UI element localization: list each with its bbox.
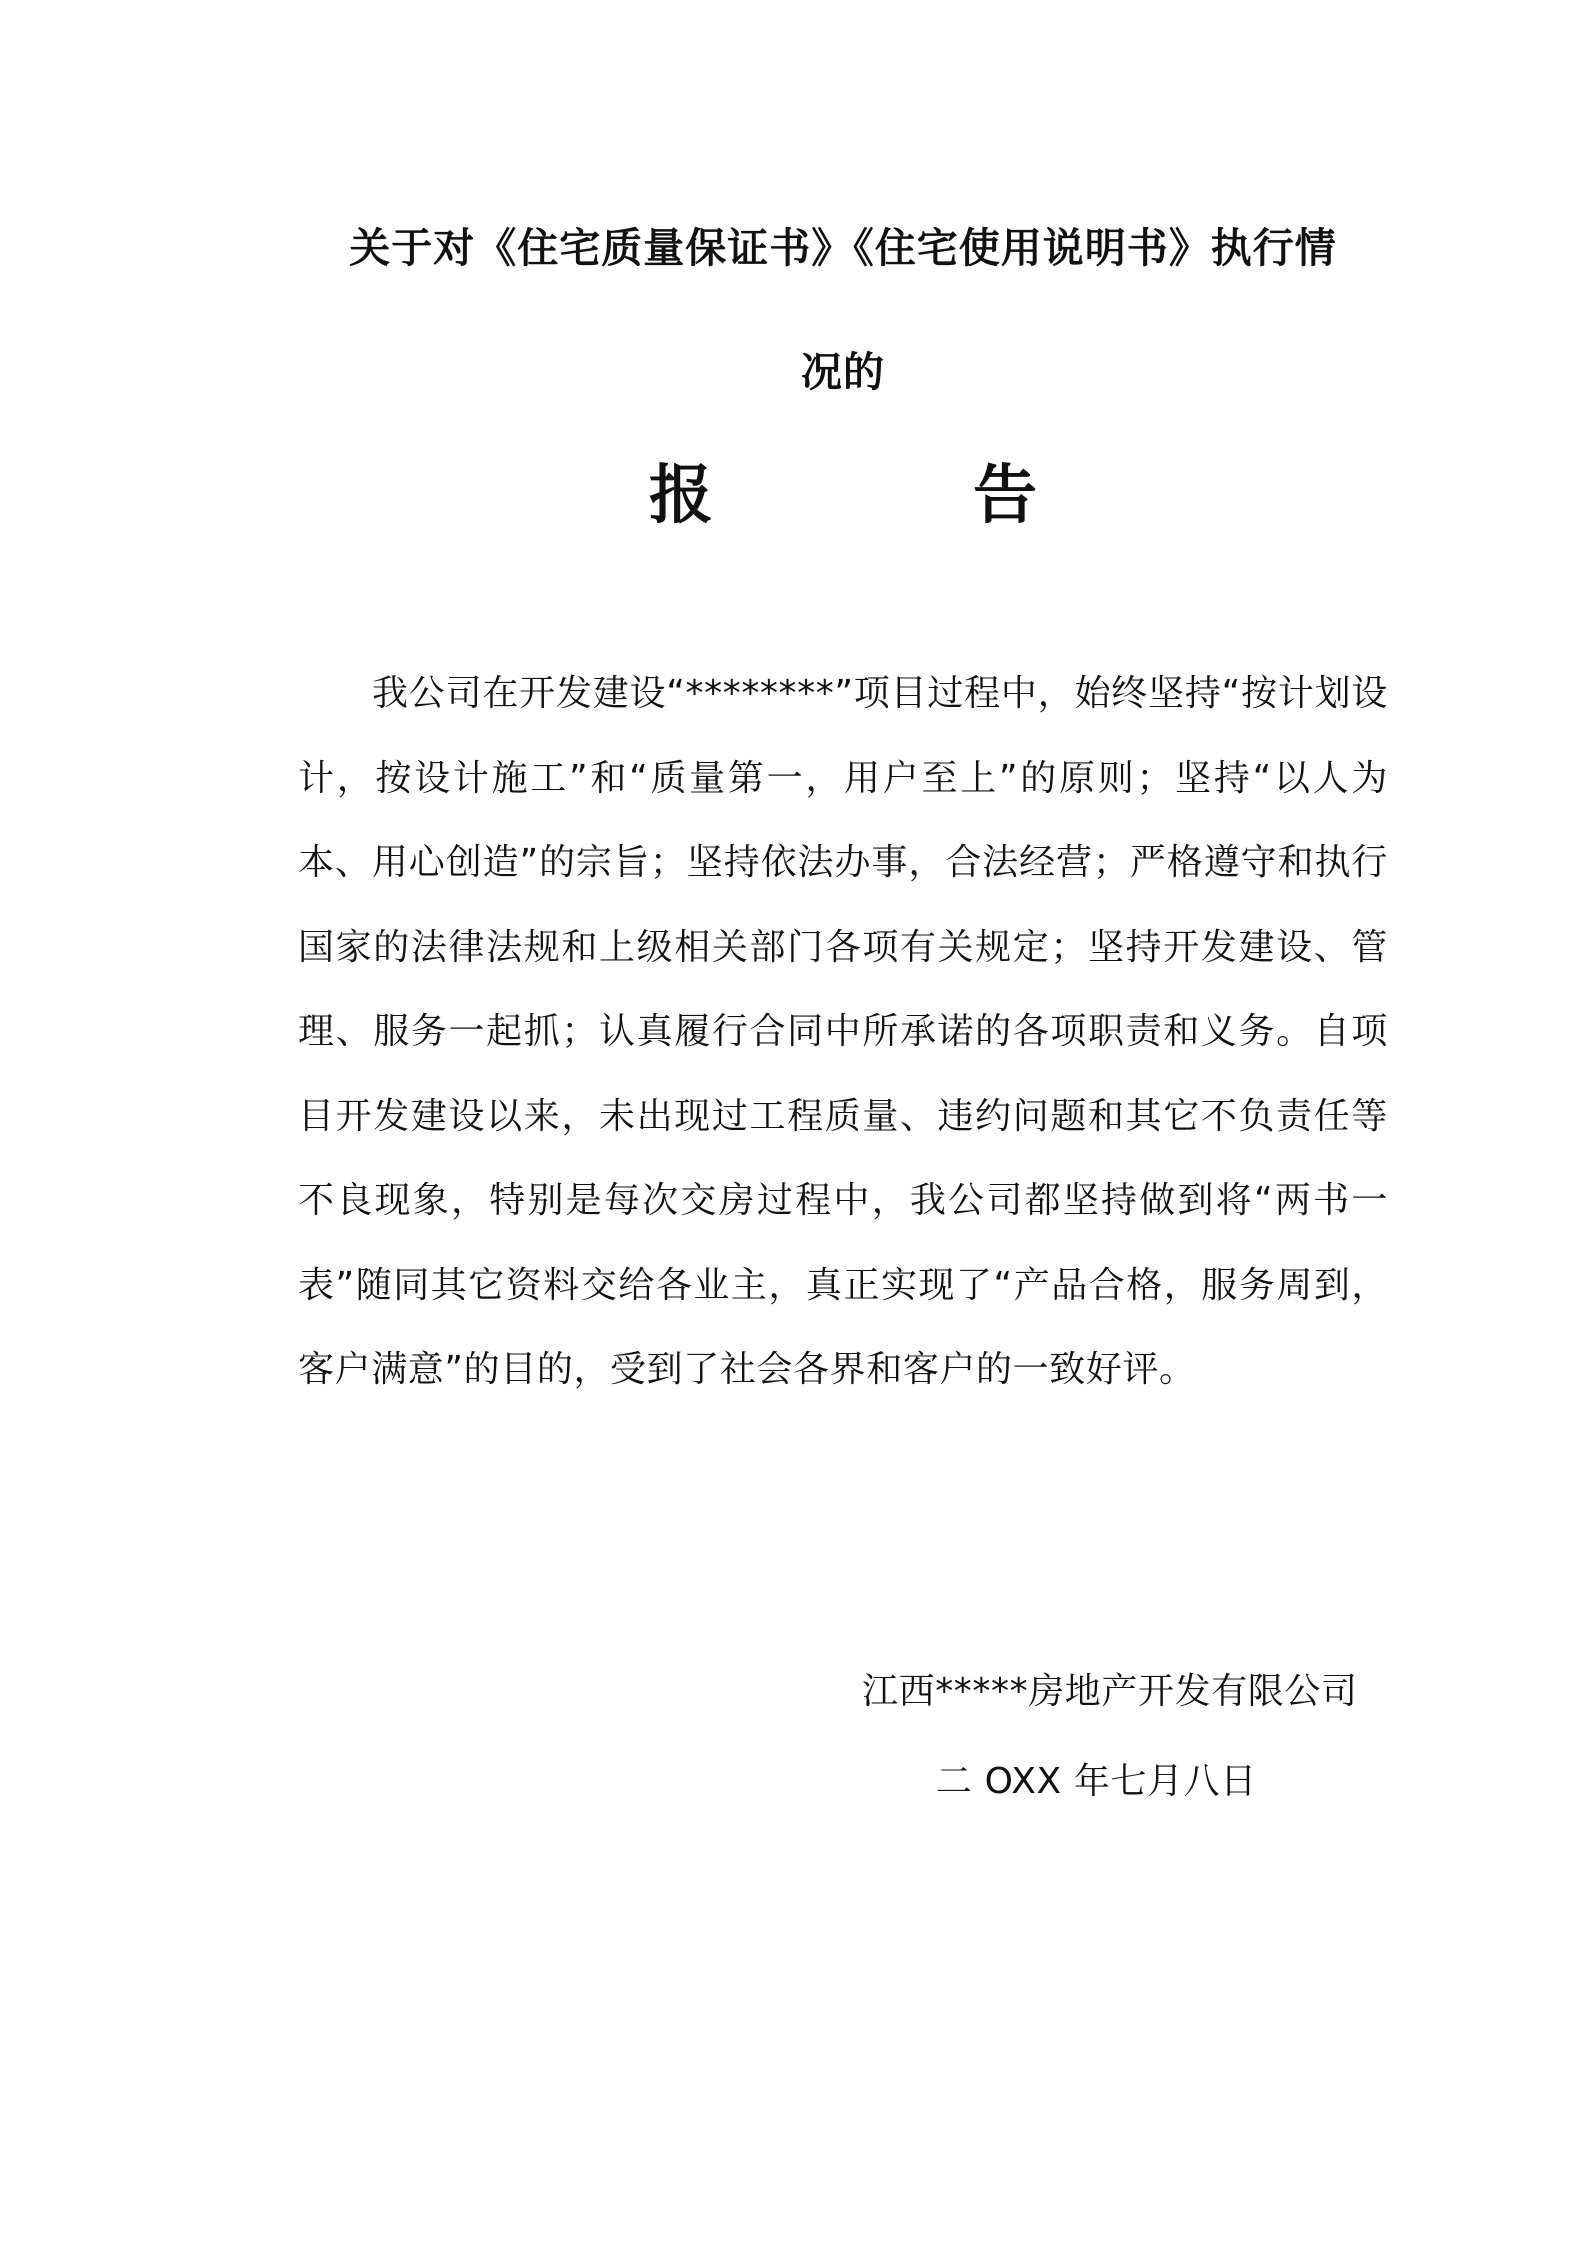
- body-paragraph: 我公司在开发建设“********”项目过程中，始终坚持“按计划设计，按设计施工”和“质量第一，用户至上”的原则；坚持“以人为本、用心创造”的宗旨；坚持依法办事，合法经营；严格遵守和执行国家的法律法规和上级相关部门各项有关规定；坚持开发建设、管理、服务一起抓；认真履行合同中所承诺的各项职责和义务。自项目开发建设以来，未出现过工程质量、违约问题和其它不负责任等不良现象，特别是每次交房过程中，我公司都坚持做到将“两书一表”随同其它资料交给各业主，真正实现了“产品合格，服务周到，客户满意”的目的，受到了社会各界和客户的一致好评。: [298, 673, 1388, 1390]
- document-title-line-1: 关于对《住宅质量保证书》《住宅使用说明书》执行情: [349, 224, 1337, 272]
- document-title-line-2: 况的: [801, 348, 885, 396]
- report-heading-char-1: 报: [649, 459, 713, 533]
- report-heading: [50, 456, 1586, 536]
- signature-company: 江西*****房地产开发有限公司: [862, 1671, 1358, 1712]
- signature-date: 二 OXX 年七月八日: [936, 1761, 1257, 1802]
- report-heading-char-2: 告: [973, 459, 1037, 533]
